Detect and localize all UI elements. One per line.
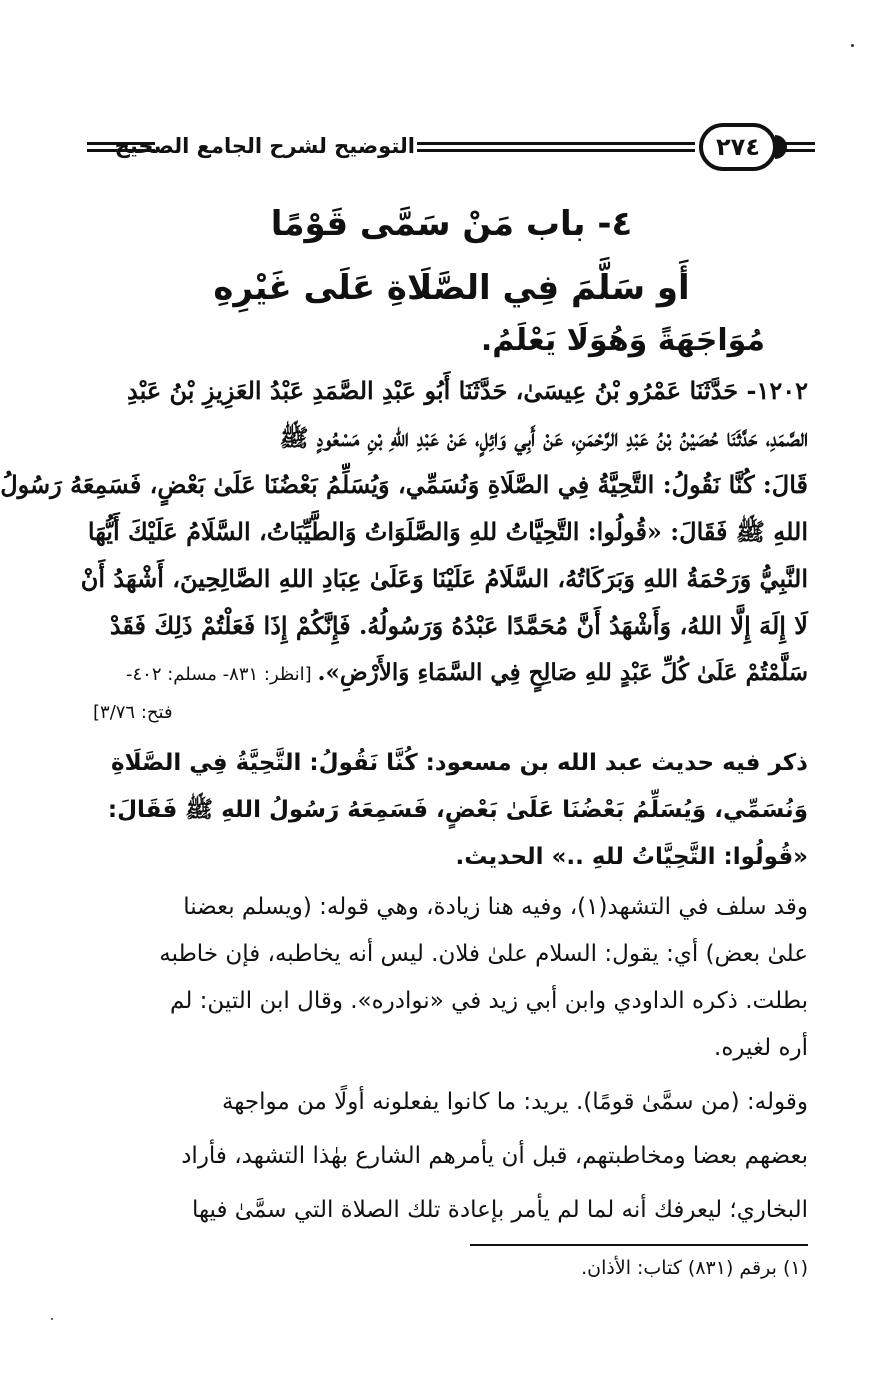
hadith-line: النَّبِيُّ وَرَحْمَةُ اللهِ وَبَرَكَاتُهُ، السَّلَامُ عَلَيْنَا وَعَلَىٰ عِبَادِ اللهِ الصَّالِحِينَ، أَشْهَدُ أَنْ	[80, 564, 808, 593]
header-rule-right	[775, 142, 815, 152]
paragraph-line: علىٰ بعض) أي: يقول: السلام علىٰ فلان. ليس أنه يخاطبه، فإن خاطبه	[159, 941, 808, 967]
paragraph-line: وقد سلف في التشهد(١)، وفيه هنا زيادة، وهي قوله: (ويسلم بعضنا	[183, 894, 808, 920]
commentary-paragraph-3	[93, 1075, 808, 1237]
chapter-heading-line-2: أَو سَلَّمَ فِي الصَّلَاةِ عَلَى غَيْرِهِ	[213, 268, 690, 308]
hadith-line: قَالَ: كُنَّا نَقُولُ: التَّحِيَّةُ فِي الصَّلَاةِ وَنُسَمِّي، وَيُسَلِّمُ بَعْضُنَا عَلَىٰ بَعْضٍ، فَسَمِعَهُ رَسُولُ	[0, 470, 808, 499]
paragraph-line: البخاري؛ ليعرفك أنه لما لم يأمر بإعادة تلك الصلاة التي سمَّىٰ فيها	[191, 1197, 808, 1223]
hadith-reference	[93, 658, 808, 723]
hadith-line: ١٢٠٢- حَدَّثَنَا عَمْرُو بْنُ عِيسَىٰ، حَدَّثَنَا أَبُو عَبْدِ الصَّمَدِ عَبْدُ العَزِيزِ بْنُ عَبْدِ	[127, 376, 808, 405]
running-header	[87, 118, 815, 180]
paragraph-line: بطلت. ذكره الداودي وابن أبي زيد في «نوادره». وقال ابن التين: لم	[170, 988, 808, 1014]
chapter-heading-line-1: ٤- باب مَنْ سَمَّى قَوْمًا	[270, 204, 633, 244]
footnote: (١) برقم (٨٣١) كتاب: الأذان.	[581, 1257, 808, 1279]
hadith-last-line: سَلَّمْتُمْ عَلَىٰ كُلِّ عَبْدٍ للهِ صَالِحٍ فِي السَّمَاءِ وَالأَرْضِ».	[317, 659, 808, 686]
chapter-heading	[95, 192, 808, 320]
reference-text: [انظر: ٨٣١- مسلم: ٤٠٢-	[126, 664, 312, 685]
paragraph-line: بعضهم بعضا ومخاطبتهم، قبل أن يأمرهم الشارع بهٰذا التشهد، فأراد	[181, 1143, 808, 1169]
hadith-line: اللهِ ﷺ فَقَالَ: «قُولُوا: التَّحِيَّاتُ للهِ وَالصَّلَوَاتُ وَالطَّيِّبَاتُ، السَّلَامُ عَلَيْكَ أَيُّهَا	[87, 517, 808, 546]
paragraph-line: ذكر فيه حديث عبد الله بن مسعود: كُنَّا نَقُولُ: التَّحِيَّةُ فِي الصَّلَاةِ	[111, 750, 808, 776]
paragraph-line: وقوله: (من سمَّىٰ قومًا). يريد: ما كانوا يفعلونه أولًا من مواجهة	[221, 1089, 808, 1115]
header-rule-middle	[417, 142, 695, 152]
chapter-heading-line-3: مُوَاجَهَةً وَهُوَلَا يَعْلَمُ.	[480, 323, 765, 358]
paragraph-line: «قُولُوا: التَّحِيَّاتُ للهِ ..» الحديث.	[455, 844, 808, 870]
hadith-line: لَا إِلَهَ إِلَّا اللهُ، وَأَشْهَدُ أَنَّ مُحَمَّدًا عَبْدُهُ وَرَسُولُهُ. فَإِنَّكُمْ إِذَا فَعَلْتُمْ ذَلِكَ فَقَدْ	[109, 611, 808, 640]
footnote-rule	[470, 1244, 808, 1246]
hadith-line: الصَّمَدِ، حَدَّثَنَا حُصَيْنُ بْنُ عَبْدِ الرَّحْمَنِ، عَنْ أَبِي وَائِلٍ، عَنْ عَبْدِ اللهِ بْنِ مَسْعُودٍ ﷺ	[279, 423, 808, 452]
page-number: ٢٧٤	[699, 123, 777, 171]
reference-continued: فتح: ٣/٧٦]	[93, 702, 173, 723]
commentary-paragraph-1	[93, 740, 808, 881]
scan-speck	[51, 1318, 53, 1320]
running-title: التوضيح لشرح الجامع الصحيح	[114, 134, 415, 158]
scan-speck	[851, 44, 854, 47]
paragraph-line: أره لغيره.	[714, 1035, 808, 1061]
hadith-text	[0, 367, 808, 649]
commentary-paragraph-2	[93, 884, 808, 1072]
paragraph-line: وَنُسَمِّي، وَيُسَلِّمُ بَعْضُنَا عَلَىٰ بَعْضٍ، فَسَمِعَهُ رَسُولُ اللهِ ﷺ فَقَالَ:	[107, 797, 808, 823]
